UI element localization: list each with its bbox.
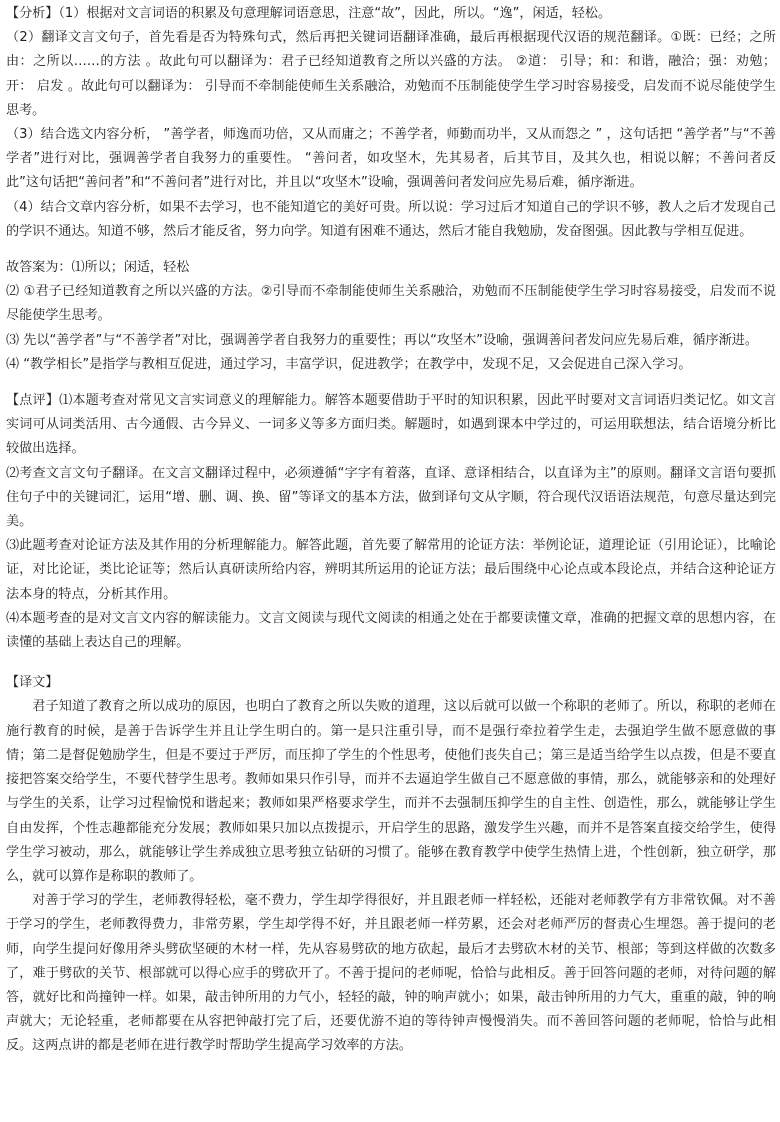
answer-item-3: ⑶ 先以“善学者”与“不善学者”对比，强调善学者自我努力的重要性；再以“攻坚木”设喻，强调善问者发问应先易后难，循序渐进。	[6, 332, 758, 348]
analysis-item-3: （3）结合选文内容分析， ”善学者，师逸而功倍，又从而庸之；不善学者，师勤而功半，又从而怨之 ” ，这句话把 “善学者”与“不善学者”进行对比，强调善学者自我努力的重要性。 “善问者，如攻坚木，先其易者，后其节目，及其久也，相说以解；不善问者反此”这句话把“善问者”和“不善问者”进行对比，并且以“攻坚木”设喻，强调善问者发问应先易后难，循序渐进。	[6, 127, 776, 191]
translation-heading: 【译文】	[6, 675, 59, 691]
spacer	[6, 377, 776, 389]
translation-paragraph-1: 君子知道了教育之所以成功的原因，也明白了教育之所以失败的道理，这以后就可以做一个称职的老师了。所以，称职的老师在施行教育的时候，是善于告诉学生并且让学生明白的。第一是只注重引导，而不是强行牵拉着学生走，去强迫学生做不愿意做的事情；第二是督促勉励学生，但是不要过于严厉，而压抑了学生的个性思考，使他们丧失自己；第三是适当给学生以点拨，但是不要直接把答案交给学生，不要代替学生思考。教师如果只作引导，而并不去逼迫学生做自己不愿意做的事情，那么，就能够亲和的处理好与学生的关系，让学习过程愉悦和谐起来；教师如果严格要求学生，而并不去强制压抑学生的自主性、创造性，那么，就能够让学生自由发挥，个性志趣都能充分发展；教师如果只加以点拨提示，开启学生的思路，激发学生兴趣，而并不是答案直接交给学生，使得学生学习被动，那么，就能够让学生养成独立思考独立钻研的习惯了。能够在教育教学中使学生热情上进，个性创新，独立研学，那么，就可以算作是称职的教师了。	[6, 699, 776, 884]
answer-item-2: ⑵ ①君子已经知道教育之所以兴盛的方法。②引导而不牵制能使师生关系融洽，劝勉而不压制能使学生学习时容易接受，启发而不说尽能使学生思考。	[6, 284, 776, 324]
answer-item-1: 故答案为：⑴所以；闲适，轻松	[6, 260, 190, 276]
analysis-item-4: （4）结合文章内容分析，如果不去学习，也不能知道它的美好可贵。所以说：学习过后才知道自己的学识不够，教人之后才发现自己的学识不通达。知道不够，然后才能反省，努力向学。知道有困难不通达，然后才能自我勉励，发奋图强。因此教与学相互促进。	[6, 199, 776, 239]
comment-item-4: ⑷本题考查的是对文言文内容的解读能力。文言文阅读与现代文阅读的相通之处在于都要读懂文章，准确的把握文章的思想内容，在读懂的基础上表达自己的理解。	[6, 610, 776, 651]
comment-item-2: ⑵考查文言文句子翻译。在文言文翻译过程中，必须遵循“字字有着落，直译、意译相结合，以直译为主”的原则。翻译文言语句要抓住句子中的关键词汇，运用“增、删、调、换、留”等译文的基本方法，做到译句文从字顺，符合现代汉语语法规范，句意尽量达到完美。	[6, 465, 776, 530]
comment-item-3: ⑶此题考查对论证方法及其作用的分析理解能力。解答此题，首先要了解常用的论证方法：举例论证，道理论证（引用论证），比喻论证，对比论证，类比论证等；然后认真研读所给内容，辨明其所运用的论证方法；最后围绕中心论点或本段论点，并结合这种论证方法本身的特点，分析其作用。	[6, 538, 776, 602]
comment-item-1: 【点评】⑴本题考查对常见文言实词意义的理解能力。解答本题要借助于平时的知识积累，因此平时要对文言词语归类记忆。如文言实词可从词类活用、古今通假、古今异义、一词多义等多方面归类。解题时，如遇到课本中学过的，可运用联想法，结合语境分析比较做出选择。	[6, 393, 776, 457]
analysis-item-2: （2）翻译文言文句子，首先看是否为特殊句式，然后再把关键词语翻译准确，最后再根据现代汉语的规范翻译。①既：已经；之所由：之所以……的方法 。故此句可以翻译为：君子已经知道教育之所以兴盛的方法。 ②道： 引导；和：和谐，融洽；强：劝勉；开： 启发 。故此句可以翻译为： 引导而不牵制能使师生关系融洽，劝勉而不压制能使学生学习时容易接受，启发而不说尽能使学生思考。	[6, 30, 776, 118]
analysis-item-1: 【分析】（1）根据对文言词语的积累及句意理解词语意思，注意“故”，因此，所以。“逸”，闲适，轻松。	[6, 6, 612, 21]
answer-item-4: ⑷ “教学相长”是指学与教相互促进，通过学习，丰富学识，促进教学；在教学中，发现不足，又会促进自己深入学习。	[6, 356, 692, 372]
spacer	[6, 244, 776, 256]
translation-paragraph-2: 对善于学习的学生，老师教得轻松，毫不费力，学生却学得很好，并且跟老师一样轻松，还能对老师教学有方非常钦佩。对不善于学习的学生，老师教得费力，非常劳累，学生却学得不好，并且跟老师一样劳累，还会对老师严厉的督责心生埋怨。善于提问的老师，向学生提问好像用斧头劈砍坚硬的木材一样，先从容易劈砍的地方砍起，最后才去劈砍木材的关节、根部；等到这样做的次数多了，难于劈砍的关节、根部就可以得心应手的劈砍开了。不善于提问的老师呢，恰恰与此相反。善于回答问题的老师，对待问题的解答，就好比和尚撞钟一样。如果，敲击钟所用的力气小，轻轻的敲，钟的响声就小；如果，敲击钟所用的力气大，重重的敲，钟的响声就大；无论轻重，老师都要在从容把钟敲打完了后，还要优游不迫的等待钟声慢慢消失。而不善回答问题的老师呢，恰恰与此相反。这两点讲的都是老师在进行教学时帮助学生提高学习效率的方法。	[6, 893, 776, 1054]
spacer	[6, 655, 776, 671]
